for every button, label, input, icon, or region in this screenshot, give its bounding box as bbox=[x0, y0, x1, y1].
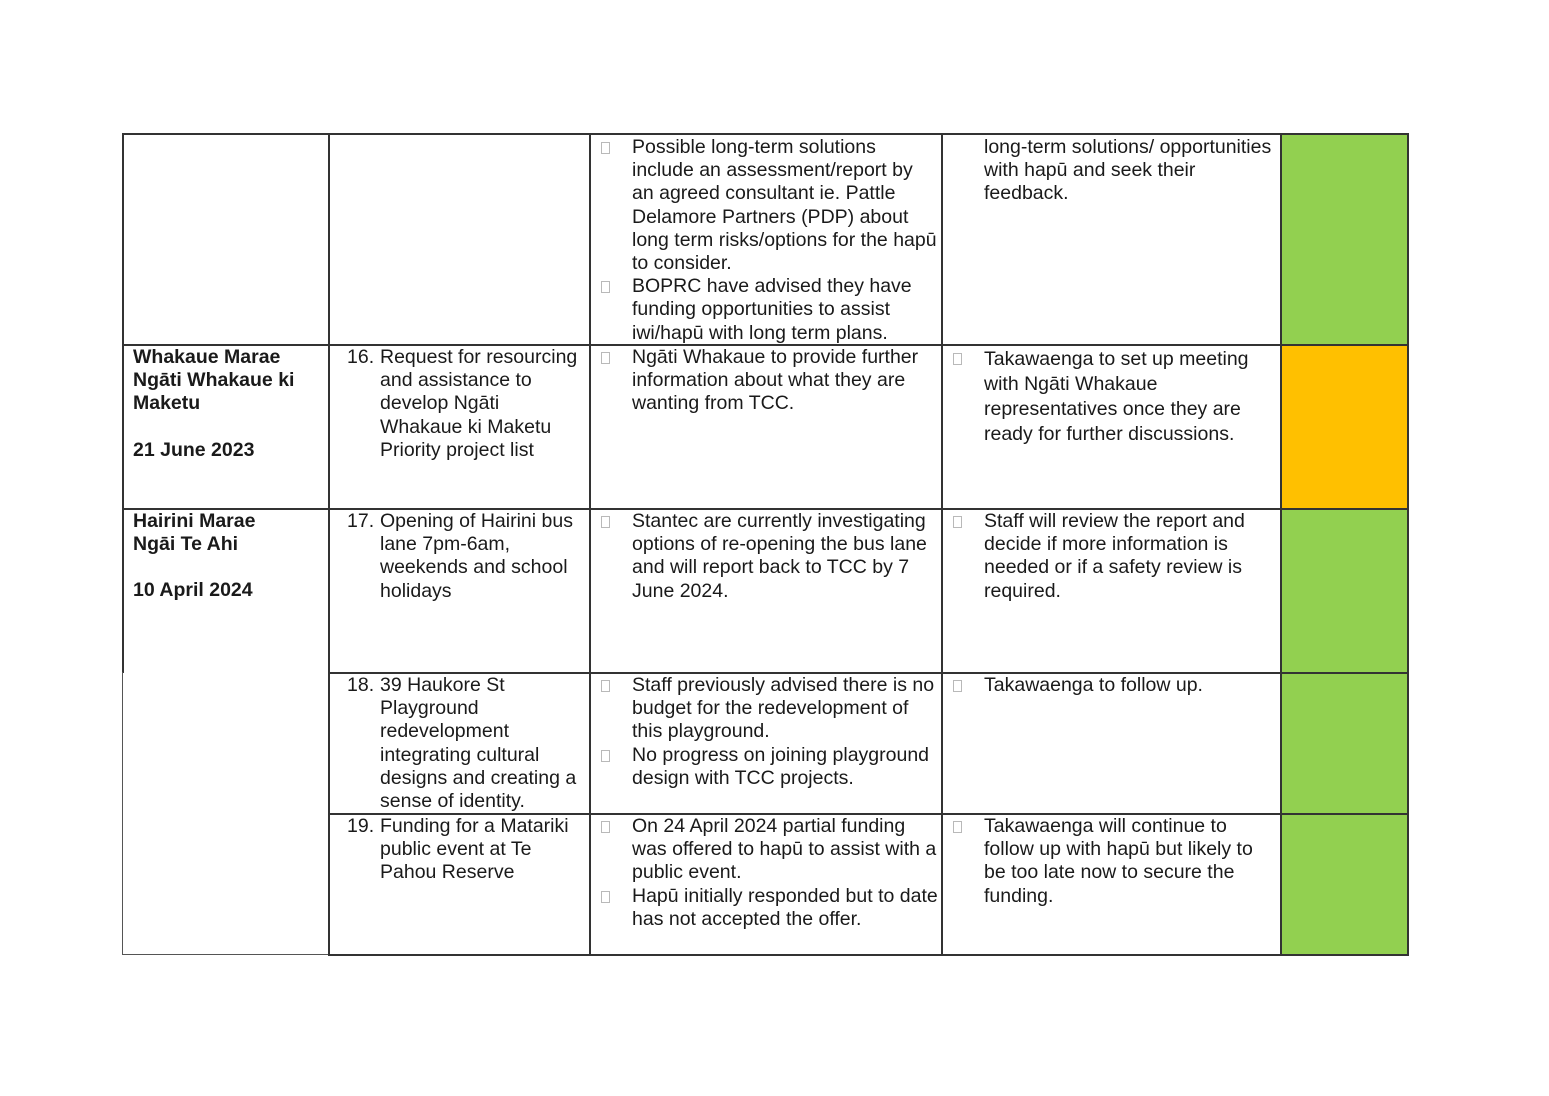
update-cell-continued bbox=[590, 136, 938, 345]
item-number: 17. bbox=[347, 510, 375, 532]
request-text: Request for resourcing and assistance to develop Ngāti Whakaue ki Maketu Priority project list bbox=[380, 346, 578, 461]
action-cell-18 bbox=[942, 674, 1278, 697]
hapu-name: Ngāti Whakaue ki Maketu bbox=[133, 369, 295, 415]
list-item: Takawaenga will continue to follow up with hapū but likely to be too late now to secure the funding. bbox=[942, 815, 1278, 908]
status-cell-19 bbox=[1282, 815, 1407, 955]
checkbox-bullet-icon bbox=[953, 821, 962, 833]
list-item: No progress on joining playground design with TCC projects. bbox=[590, 744, 938, 790]
hui-date: 10 April 2024 bbox=[133, 579, 253, 602]
list-item: Takawaenga to set up meeting with Ngāti Whakaue representatives once they are ready for further discussions. bbox=[942, 347, 1278, 447]
action-cell-continued: long-term solutions/ opportunities with hapū and seek their feedback. bbox=[984, 136, 1272, 205]
table-border-left-lower bbox=[122, 672, 123, 955]
request-cell-18 bbox=[347, 674, 585, 813]
update-cell-16 bbox=[590, 346, 938, 416]
list-item: Ngāti Whakaue to provide further information about what they are wanting from TCC. bbox=[590, 346, 938, 416]
hui-date: 21 June 2023 bbox=[133, 438, 255, 461]
marae-name: Whakaue Marae bbox=[133, 346, 281, 368]
request-cell-19 bbox=[347, 815, 585, 885]
status-cell-18 bbox=[1282, 674, 1407, 814]
list-item: Hapū initially responded but to date has not accepted the offer. bbox=[590, 885, 938, 931]
list-item: Staff previously advised there is no budget for the redevelopment of this playground. bbox=[590, 674, 938, 744]
list-item: BOPRC have advised they have funding opportunities to assist iwi/hapū with long term plans. bbox=[590, 275, 938, 345]
status-cell-continued bbox=[1282, 135, 1407, 345]
table-border-left bbox=[122, 133, 124, 673]
table-border-bottom-left bbox=[122, 954, 329, 955]
item-number: 18. bbox=[347, 674, 375, 696]
list-item: Staff will review the report and decide if more information is needed or if a safety review is required. bbox=[942, 510, 1278, 603]
update-cell-19 bbox=[590, 815, 938, 931]
column-divider bbox=[1280, 133, 1282, 956]
checkbox-bullet-icon bbox=[601, 891, 610, 903]
marae-cell-whakaue bbox=[133, 346, 325, 462]
hapu-name: Ngāi Te Ahi bbox=[133, 533, 239, 556]
request-text: Funding for a Matariki public event at Te Pahou Reserve bbox=[380, 815, 569, 884]
checkbox-bullet-icon bbox=[953, 516, 962, 528]
table-border-top bbox=[122, 133, 1409, 135]
list-item: Takawaenga to follow up. bbox=[942, 674, 1278, 697]
checkbox-bullet-icon bbox=[601, 352, 610, 364]
checkbox-bullet-icon bbox=[601, 142, 610, 154]
list-item: On 24 April 2024 partial funding was offered to hapū to assist with a public event. bbox=[590, 815, 938, 885]
list-item: Possible long-term solutions include an assessment/report by an agreed consultant ie. Pattle Delamore Partners (PDP) about long term risks/options for the hapū to consider. bbox=[590, 136, 938, 275]
checkbox-bullet-icon bbox=[601, 516, 610, 528]
checkbox-bullet-icon bbox=[953, 680, 962, 692]
item-number: 16. bbox=[347, 346, 375, 368]
action-cell-19 bbox=[942, 815, 1278, 908]
action-cell-17 bbox=[942, 510, 1278, 603]
marae-name: Hairini Marae bbox=[133, 510, 256, 532]
table-border-right bbox=[1407, 133, 1409, 956]
request-cell-16 bbox=[347, 346, 585, 462]
column-divider bbox=[328, 133, 330, 956]
checkbox-bullet-icon bbox=[601, 680, 610, 692]
request-text: Opening of Hairini bus lane 7pm-6am, weekends and school holidays bbox=[380, 510, 573, 602]
action-cell-16 bbox=[942, 347, 1278, 447]
checkbox-bullet-icon bbox=[601, 750, 610, 762]
request-cell-17 bbox=[347, 510, 585, 603]
update-cell-17 bbox=[590, 510, 938, 603]
checkbox-bullet-icon bbox=[953, 353, 962, 365]
status-cell-16 bbox=[1282, 346, 1407, 509]
item-number: 19. bbox=[347, 815, 375, 837]
list-item: Stantec are currently investigating options of re-opening the bus lane and will report back to TCC by 7 June 2024. bbox=[590, 510, 938, 603]
table-border-bottom bbox=[328, 954, 1409, 956]
checkbox-bullet-icon bbox=[601, 821, 610, 833]
update-cell-18 bbox=[590, 674, 938, 790]
request-text: 39 Haukore St Playground redevelopment integrating cultural designs and creating a sense of identity. bbox=[380, 674, 577, 813]
marae-cell-hairini bbox=[133, 510, 325, 603]
status-cell-17 bbox=[1282, 510, 1407, 673]
checkbox-bullet-icon bbox=[601, 281, 610, 293]
